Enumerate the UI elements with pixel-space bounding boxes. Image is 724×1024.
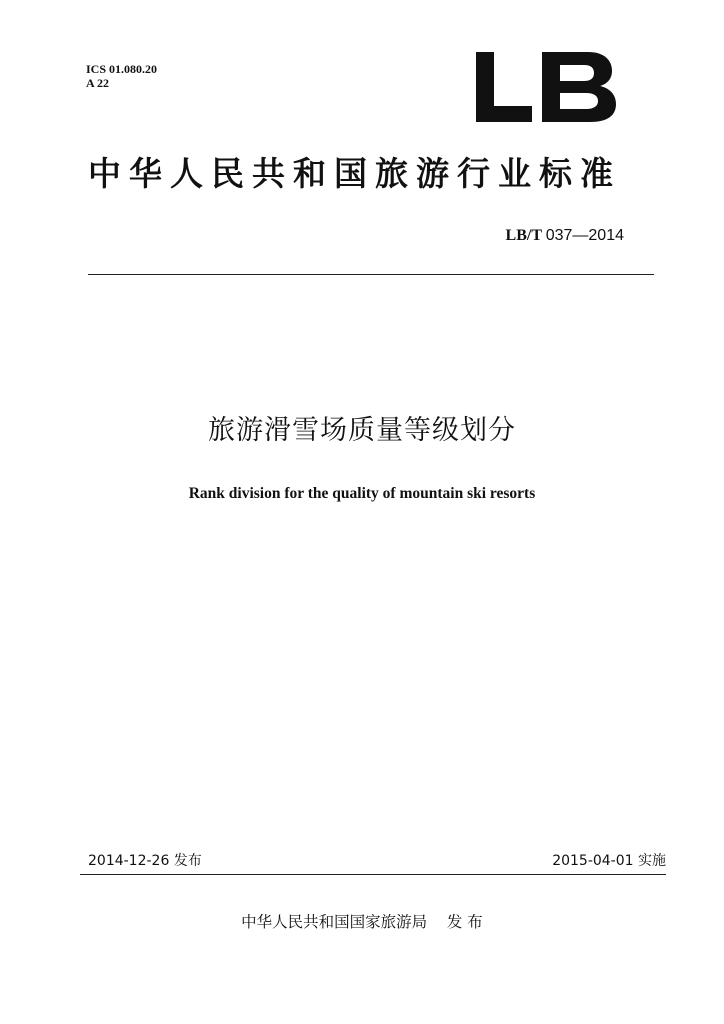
classification-codes — [86, 62, 157, 90]
issue-date: 2014-12-26 发布 — [88, 853, 202, 869]
standard-code — [506, 226, 624, 246]
lb-logo-graphic — [470, 44, 618, 124]
lb-logo — [470, 44, 618, 124]
standard-class-code: A 22 — [86, 76, 110, 90]
standard-code-number: 037—2014 — [545, 227, 624, 244]
publisher: 中华人民共和国国家旅游局 发 布 — [241, 913, 483, 931]
footer-divider — [80, 874, 666, 875]
implementation-date: 2015-04-01 实施 — [552, 853, 666, 869]
header-divider — [88, 274, 654, 275]
ics-code: ICS 01.080.20 — [86, 62, 158, 76]
document-title-cn: 旅游滑雪场质量等级划分 — [208, 415, 516, 446]
document-title-en: Rank division for the quality of mountain ski resorts — [188, 485, 536, 502]
standard-issuer-title: 中华人民共和国旅游行业标准 — [88, 154, 621, 193]
standard-code-prefix: LB/T — [505, 227, 542, 244]
